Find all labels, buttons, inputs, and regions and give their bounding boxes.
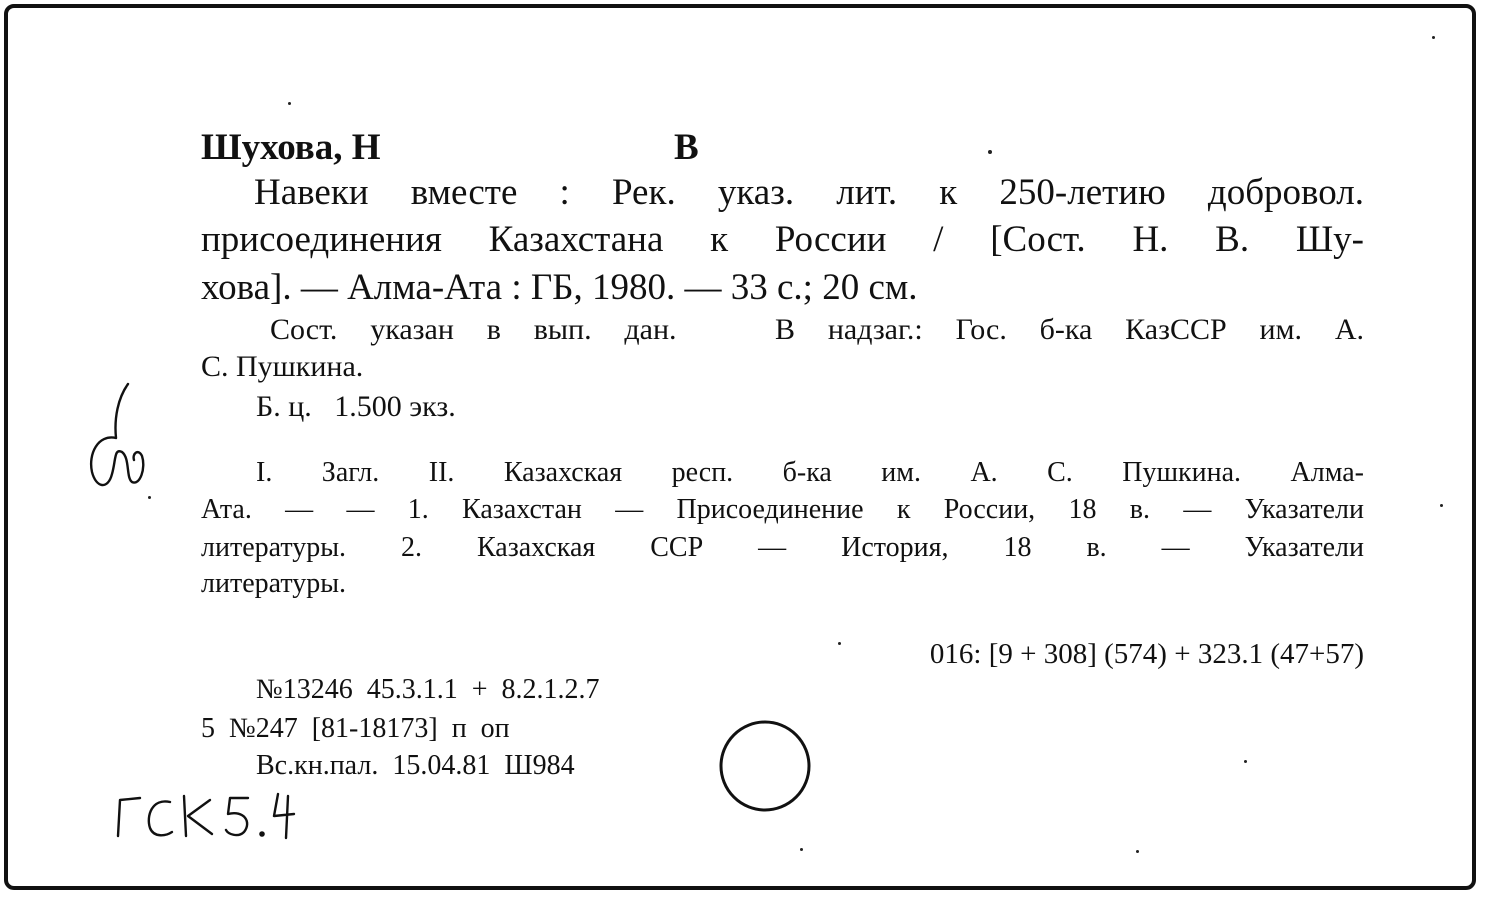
title-line-2: присоединения Казахстана к России / [Сост. Н. В. Шу- xyxy=(201,219,1364,260)
speck xyxy=(1440,504,1443,507)
subject-line-1: I. Загл. II. Казахская респ. б-ка им. А. С. Пушкина. Алма- xyxy=(256,457,1364,488)
imprint-line-3: Вс.кн.пал. 15.04.81 Ш984 xyxy=(256,750,575,781)
imprint-line-1: №13246 45.3.1.1 + 8.2.1.2.7 xyxy=(256,674,600,705)
title-line-3: хова]. — Алма-Ата : ГБ, 1980. — 33 с.; 20 см. xyxy=(201,267,918,308)
subject-line-4: литературы. xyxy=(201,568,347,599)
author-initial: В xyxy=(674,127,699,168)
handwritten-code-icon xyxy=(110,786,300,846)
speck xyxy=(148,496,151,499)
speck xyxy=(800,848,803,851)
subject-line-2: Ата. — — 1. Казахстан — Присоединение к России, 18 в. — Указатели xyxy=(201,494,1364,525)
handwritten-mark-icon xyxy=(78,378,158,498)
speck xyxy=(1136,850,1139,853)
speck xyxy=(288,102,291,105)
speck xyxy=(988,150,992,154)
title-line-1: Навеки вместе : Рек. указ. лит. к 250-летию добровол. xyxy=(254,172,1364,213)
circle-mark xyxy=(718,718,814,814)
udc-index: 016: [9 + 308] (574) + 323.1 (47+57) xyxy=(929,638,1364,670)
note-line-1: Сост. указан в вып. дан. В надзаг.: Гос. б-ка КазССР им. А. xyxy=(270,313,1364,346)
author-surname: Шухова, Н xyxy=(201,127,381,168)
imprint-line-2: 5 №247 [81-18173] п оп xyxy=(201,713,510,744)
speck xyxy=(1244,760,1247,763)
speck xyxy=(1432,36,1435,39)
speck xyxy=(838,642,841,645)
note-line-3: Б. ц. 1.500 экз. xyxy=(256,390,456,423)
note-line-2: С. Пушкина. xyxy=(201,350,364,383)
subject-line-3: литературы. 2. Казахская ССР — История, 18 в. — Указатели xyxy=(201,532,1364,563)
